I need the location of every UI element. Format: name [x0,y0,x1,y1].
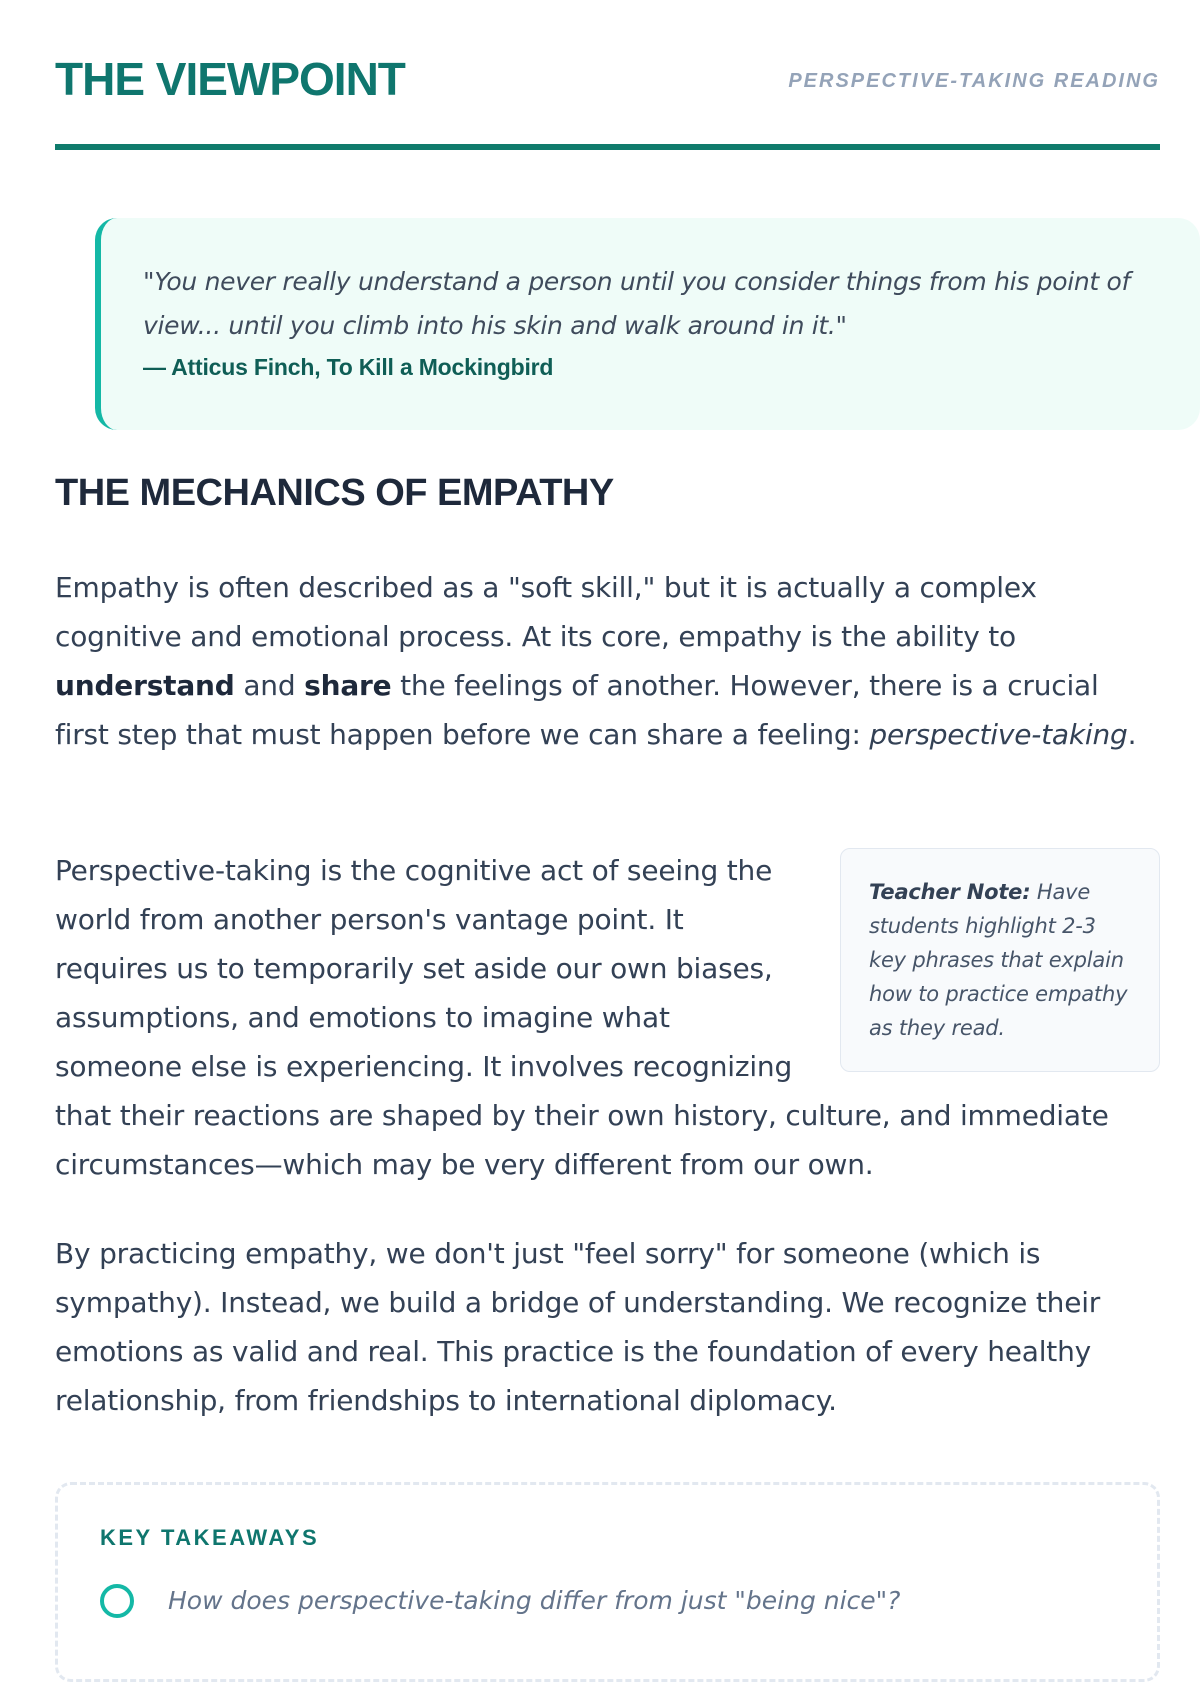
paragraph-intro-part4: . [1127,718,1137,751]
paragraph-perspective-text: Perspective-taking is the cognitive act of seeing the world from another person's vantage point. It requires us to temporarily set aside our own biases, assumptions, and emotions to imagine what someone else is experiencing. It involves recognizing that their reactions are shaped by their own history, culture, and immediate circumstances—which may be very different from our own. [55,854,1109,1181]
reading-tagline: PERSPECTIVE-TAKING READING [788,70,1160,92]
reading-page [55,0,1160,1615]
key-takeaways-box [55,1482,1160,1682]
paragraph-intro-part3: the feelings of another. However, there is a crucial first step that must happen before we can share a feeling: [55,669,1099,751]
paragraph-intro-part1: Empathy is often described as a "soft skill," but it is actually a complex cognitive and emotional process. At its core, empathy is the ability to [55,571,1037,653]
section-title: THE MECHANICS OF EMPATHY [55,472,614,514]
takeaways-title: KEY TAKEAWAYS [100,1525,320,1550]
paragraph-intro [55,563,1160,759]
paragraph-intro-part2: and [234,669,305,702]
quote-attribution: — Atticus Finch, To Kill a Mockingbird [143,354,554,380]
paragraph-practice: By practicing empathy, we don't just "feel sorry" for someone (which is sympathy). Instead, we build a bridge of understanding. We recognize their emotions as valid and real. This practice is the foundation of every healthy relationship, from friendships to international diplomacy. [55,1237,1101,1417]
teacher-note [840,848,1160,1072]
circle-checkbox-icon[interactable] [100,1584,134,1618]
paragraph-intro-italic-term: perspective-taking [869,718,1128,751]
epigraph-quote [95,218,1200,430]
takeaway-item[interactable] [100,1583,1157,1623]
takeaway-question: How does perspective-taking differ from just "being nice"? [168,1586,901,1615]
paragraph-intro-bold-understand: understand [55,669,235,702]
paragraph-intro-bold-share: share [304,669,392,702]
teacher-note-text: Have students highlight 2-3 key phrases that explain how to practice empathy as they read. [869,880,1128,1040]
masthead [55,0,1160,150]
paragraph-perspective [55,846,1160,1189]
quote-text: "You never really understand a person until you consider things from his point of view... until you climb into his skin and walk around in it." [143,267,1131,340]
teacher-note-label: Teacher Note: [869,880,1031,904]
brand-title: THE VIEWPOINT [55,53,405,105]
